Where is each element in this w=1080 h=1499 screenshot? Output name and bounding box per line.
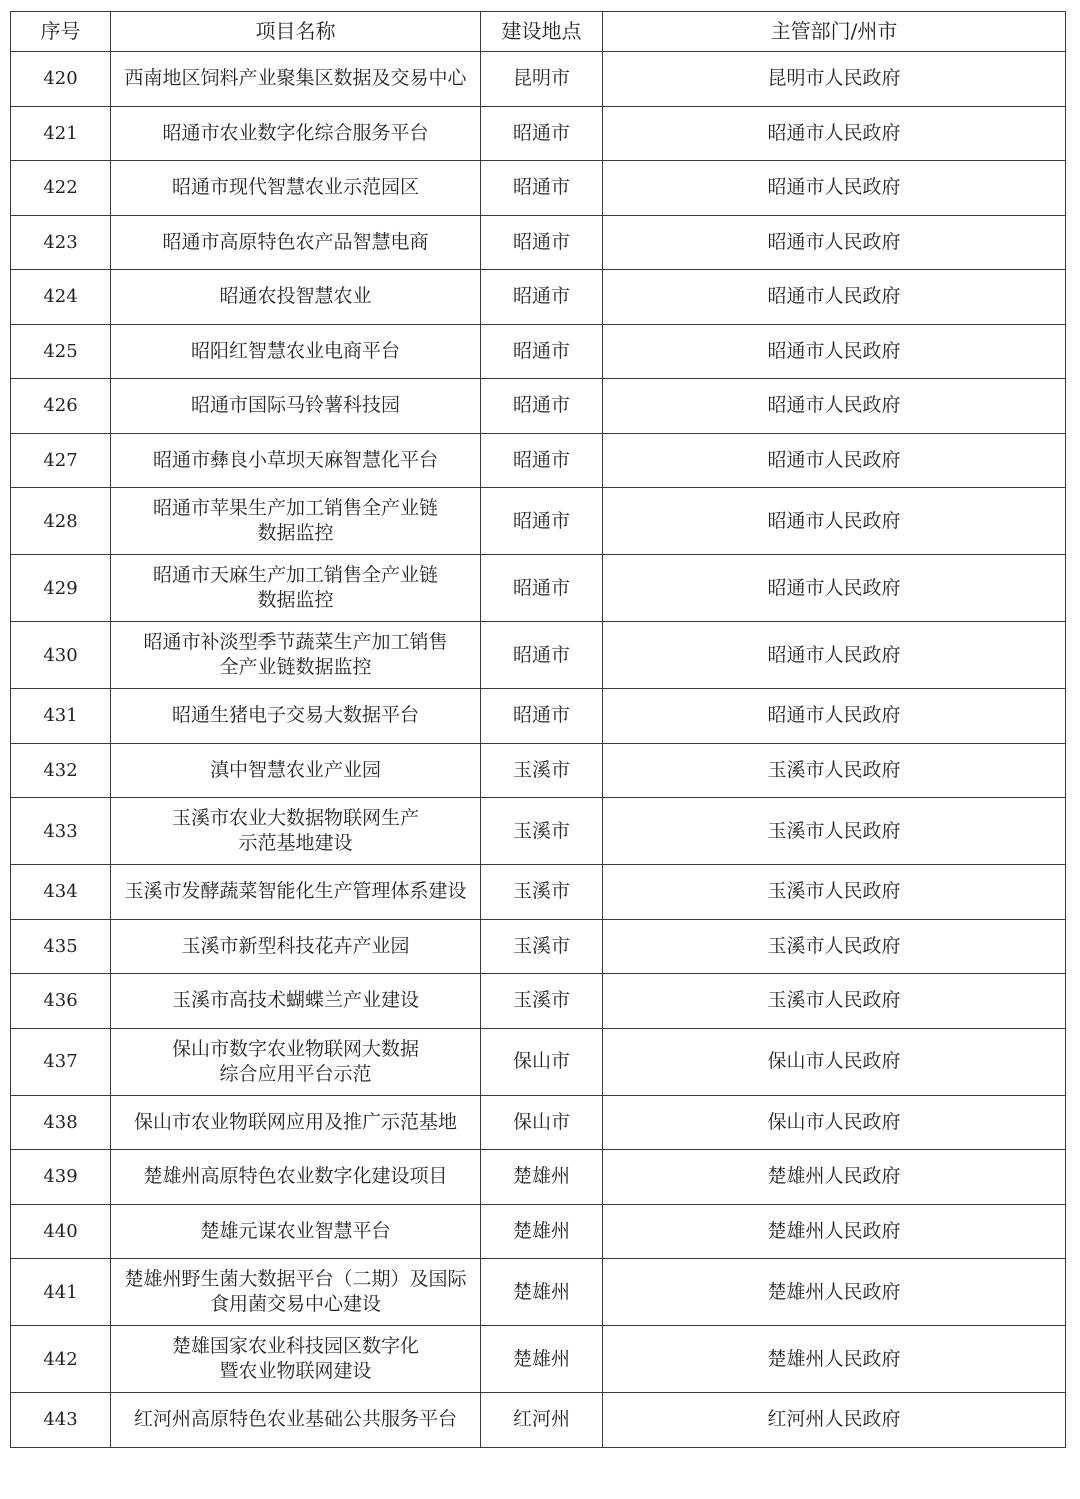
cell-location: 昭通市 — [481, 215, 603, 270]
cell-project-name — [111, 161, 481, 216]
table-row — [11, 1095, 1066, 1150]
cell-project-name — [111, 488, 481, 555]
cell-project-name — [111, 974, 481, 1029]
project-name-line-1: 玉溪市农业大数据物联网生产 — [171, 807, 419, 829]
table-row — [11, 1150, 1066, 1205]
table-row — [11, 324, 1066, 379]
cell-project-name — [111, 689, 481, 744]
project-name-line-1: 楚雄元谋农业智慧平台 — [200, 1219, 391, 1242]
cell-project-name — [111, 1028, 481, 1095]
project-name-line-1: 昭通市农业数字化综合服务平台 — [162, 121, 429, 144]
table-row — [11, 974, 1066, 1029]
cell-location: 楚雄州 — [481, 1150, 603, 1205]
table-row — [11, 622, 1066, 689]
header-department: 主管部门/州市 — [603, 12, 1066, 52]
project-name-line-2: 暨农业物联网建设 — [219, 1360, 372, 1382]
cell-project-name — [111, 433, 481, 488]
header-serial-no: 序号 — [11, 12, 111, 52]
project-name-line-2: 示范基地建设 — [238, 832, 353, 854]
cell-serial-no: 426 — [11, 379, 111, 434]
cell-location: 昭通市 — [481, 379, 603, 434]
project-name-line-1: 昭通农投智慧农业 — [219, 285, 372, 308]
project-name-line-1: 玉溪市发酵蔬菜智能化生产管理体系建设 — [124, 880, 467, 903]
cell-serial-no: 424 — [11, 270, 111, 325]
cell-serial-no: 441 — [11, 1259, 111, 1326]
project-table — [10, 11, 1066, 1448]
table-row — [11, 1204, 1066, 1259]
cell-location: 昭通市 — [481, 106, 603, 161]
cell-location: 楚雄州 — [481, 1204, 603, 1259]
cell-department: 昆明市人民政府 — [603, 52, 1066, 107]
cell-department: 玉溪市人民政府 — [603, 974, 1066, 1029]
cell-serial-no: 420 — [11, 52, 111, 107]
cell-location: 昭通市 — [481, 433, 603, 488]
cell-department: 昭通市人民政府 — [603, 433, 1066, 488]
cell-department: 昭通市人民政府 — [603, 324, 1066, 379]
cell-department: 昭通市人民政府 — [603, 488, 1066, 555]
cell-project-name — [111, 622, 481, 689]
table-row — [11, 689, 1066, 744]
cell-serial-no: 438 — [11, 1095, 111, 1150]
cell-location: 昭通市 — [481, 161, 603, 216]
cell-serial-no: 442 — [11, 1326, 111, 1393]
project-name-line-1: 玉溪市高技术蝴蝶兰产业建设 — [171, 989, 419, 1012]
project-name-line-1: 昭通市现代智慧农业示范园区 — [171, 176, 419, 199]
cell-project-name — [111, 1326, 481, 1393]
project-name-line-1: 滇中智慧农业产业园 — [209, 758, 381, 781]
cell-department: 楚雄州人民政府 — [603, 1259, 1066, 1326]
cell-location: 昭通市 — [481, 324, 603, 379]
cell-location: 保山市 — [481, 1095, 603, 1150]
table-row — [11, 379, 1066, 434]
cell-location: 昭通市 — [481, 689, 603, 744]
table-row — [11, 1393, 1066, 1448]
cell-location: 玉溪市 — [481, 919, 603, 974]
cell-location: 保山市 — [481, 1028, 603, 1095]
project-name-line-1: 楚雄国家农业科技园区数字化 — [171, 1335, 419, 1357]
table-row — [11, 919, 1066, 974]
cell-location: 昆明市 — [481, 52, 603, 107]
project-name-line-1: 楚雄州高原特色农业数字化建设项目 — [143, 1165, 448, 1188]
cell-project-name — [111, 1095, 481, 1150]
cell-serial-no: 439 — [11, 1150, 111, 1205]
cell-serial-no: 434 — [11, 865, 111, 920]
cell-department: 玉溪市人民政府 — [603, 743, 1066, 798]
cell-project-name — [111, 798, 481, 865]
cell-serial-no: 432 — [11, 743, 111, 798]
cell-project-name — [111, 1393, 481, 1448]
project-name-line-1: 昭通市国际马铃薯科技园 — [190, 394, 400, 417]
cell-serial-no: 428 — [11, 488, 111, 555]
project-name-line-1: 昭通市高原特色农产品智慧电商 — [162, 230, 429, 253]
cell-department: 昭通市人民政府 — [603, 161, 1066, 216]
cell-department: 昭通市人民政府 — [603, 555, 1066, 622]
cell-serial-no: 433 — [11, 798, 111, 865]
cell-location: 玉溪市 — [481, 865, 603, 920]
project-name-line-1: 昭通市补淡型季节蔬菜生产加工销售 — [143, 631, 448, 653]
project-name-line-1: 昭通生猪电子交易大数据平台 — [171, 704, 419, 727]
project-name-line-1: 楚雄州野生菌大数据平台（二期）及国际 — [124, 1268, 467, 1290]
cell-department: 玉溪市人民政府 — [603, 919, 1066, 974]
table-row — [11, 743, 1066, 798]
cell-location: 楚雄州 — [481, 1326, 603, 1393]
cell-department: 玉溪市人民政府 — [603, 865, 1066, 920]
table-row — [11, 270, 1066, 325]
cell-department: 保山市人民政府 — [603, 1095, 1066, 1150]
cell-department: 昭通市人民政府 — [603, 270, 1066, 325]
cell-project-name — [111, 215, 481, 270]
project-name-line-1: 保山市数字农业物联网大数据 — [171, 1037, 419, 1060]
cell-department: 昭通市人民政府 — [603, 379, 1066, 434]
cell-department: 红河州人民政府 — [603, 1393, 1066, 1448]
table-row — [11, 1326, 1066, 1393]
cell-project-name — [111, 1204, 481, 1259]
cell-location: 昭通市 — [481, 622, 603, 689]
cell-serial-no: 435 — [11, 919, 111, 974]
cell-serial-no: 421 — [11, 106, 111, 161]
cell-project-name — [111, 743, 481, 798]
cell-serial-no: 431 — [11, 689, 111, 744]
table-row — [11, 488, 1066, 555]
cell-serial-no: 422 — [11, 161, 111, 216]
project-name-line-1: 红河州高原特色农业基础公共服务平台 — [133, 1408, 457, 1431]
table-row — [11, 161, 1066, 216]
project-name-line-1: 昭阳红智慧农业电商平台 — [190, 339, 400, 362]
project-name-line-1: 西南地区饲料产业聚集区数据及交易中心 — [124, 67, 467, 90]
cell-location: 红河州 — [481, 1393, 603, 1448]
project-name-line-2: 食用菌交易中心建设 — [209, 1293, 381, 1315]
cell-serial-no: 429 — [11, 555, 111, 622]
cell-location: 昭通市 — [481, 555, 603, 622]
table-row — [11, 555, 1066, 622]
project-name-line-1: 昭通市彝良小草坝天麻智慧化平台 — [152, 448, 438, 471]
project-name-line-2: 综合应用平台示范 — [219, 1062, 372, 1085]
cell-project-name — [111, 270, 481, 325]
cell-serial-no: 427 — [11, 433, 111, 488]
project-name-line-2: 数据监控 — [257, 589, 334, 611]
cell-serial-no: 443 — [11, 1393, 111, 1448]
project-name-line-1: 昭通市天麻生产加工销售全产业链 — [152, 564, 438, 586]
table-row — [11, 215, 1066, 270]
table-header-row — [11, 12, 1066, 52]
table-row — [11, 1259, 1066, 1326]
table-row — [11, 106, 1066, 161]
cell-department: 玉溪市人民政府 — [603, 798, 1066, 865]
cell-department: 昭通市人民政府 — [603, 106, 1066, 161]
cell-serial-no: 423 — [11, 215, 111, 270]
cell-project-name — [111, 1259, 481, 1326]
cell-department: 楚雄州人民政府 — [603, 1150, 1066, 1205]
cell-project-name — [111, 52, 481, 107]
cell-project-name — [111, 555, 481, 622]
cell-department: 昭通市人民政府 — [603, 622, 1066, 689]
project-name-line-1: 昭通市苹果生产加工销售全产业链 — [152, 497, 438, 519]
cell-location: 昭通市 — [481, 488, 603, 555]
project-name-line-1: 保山市农业物联网应用及推广示范基地 — [133, 1110, 457, 1133]
project-name-line-1: 玉溪市新型科技花卉产业园 — [181, 934, 410, 957]
project-name-line-2: 数据监控 — [257, 522, 334, 544]
table-row — [11, 798, 1066, 865]
cell-serial-no: 436 — [11, 974, 111, 1029]
cell-department: 楚雄州人民政府 — [603, 1204, 1066, 1259]
cell-location: 昭通市 — [481, 270, 603, 325]
cell-location: 楚雄州 — [481, 1259, 603, 1326]
cell-department: 楚雄州人民政府 — [603, 1326, 1066, 1393]
table-row — [11, 433, 1066, 488]
cell-location: 玉溪市 — [481, 743, 603, 798]
table-row — [11, 52, 1066, 107]
cell-serial-no: 430 — [11, 622, 111, 689]
cell-location: 玉溪市 — [481, 798, 603, 865]
cell-serial-no: 437 — [11, 1028, 111, 1095]
project-name-line-2: 全产业链数据监控 — [219, 656, 372, 678]
cell-project-name — [111, 865, 481, 920]
cell-project-name — [111, 324, 481, 379]
cell-project-name — [111, 1150, 481, 1205]
cell-serial-no: 425 — [11, 324, 111, 379]
cell-project-name — [111, 919, 481, 974]
cell-serial-no: 440 — [11, 1204, 111, 1259]
cell-department: 昭通市人民政府 — [603, 689, 1066, 744]
cell-department: 保山市人民政府 — [603, 1028, 1066, 1095]
header-project-name: 项目名称 — [111, 12, 481, 52]
header-location: 建设地点 — [481, 12, 603, 52]
cell-project-name — [111, 106, 481, 161]
table-row — [11, 865, 1066, 920]
cell-project-name — [111, 379, 481, 434]
table-row — [11, 1028, 1066, 1095]
cell-department: 昭通市人民政府 — [603, 215, 1066, 270]
cell-location: 玉溪市 — [481, 974, 603, 1029]
